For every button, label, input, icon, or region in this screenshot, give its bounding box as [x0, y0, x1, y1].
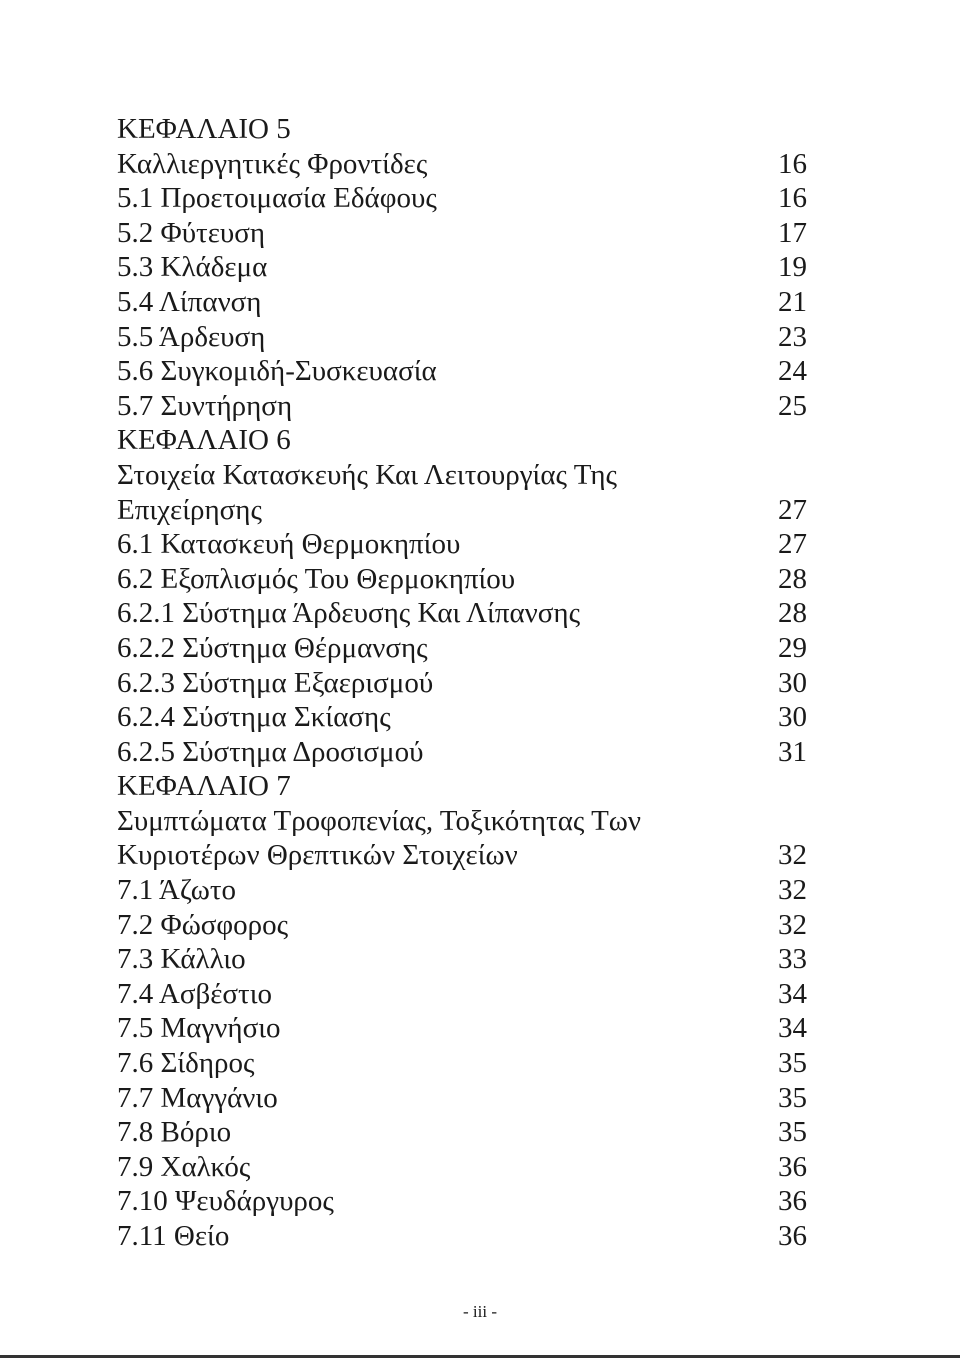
toc-entry-title: 6.2 Εξοπλισμός Του Θερμοκηπίου	[117, 562, 516, 595]
toc-row	[117, 216, 807, 251]
toc-row	[117, 666, 807, 701]
toc-entry-title: ΚΕΦΑΛΑΙΟ 6	[117, 424, 291, 457]
toc-row	[117, 769, 807, 804]
toc-entry-title: 5.5 Άρδευση	[117, 320, 266, 353]
toc-row	[117, 977, 807, 1012]
toc-entry-page: 36	[778, 1150, 807, 1183]
toc-row	[117, 631, 807, 666]
toc-entry-page: 16	[778, 147, 807, 180]
toc-row	[117, 354, 807, 389]
toc-entry-title: 6.2.5 Σύστημα Δροσισμού	[117, 735, 424, 768]
toc-entry-page: 27	[778, 528, 807, 561]
toc-entry-title: 7.1 Άζωτο	[117, 874, 237, 907]
toc-row	[117, 908, 807, 943]
toc-entry-title: 7.7 Μαγγάνιο	[117, 1081, 278, 1114]
toc-entry-page: 36	[778, 1220, 807, 1252]
page-number: - iii -	[463, 1302, 497, 1321]
toc-row	[117, 527, 807, 562]
toc-entry-page: 32	[778, 908, 807, 941]
toc-row	[117, 804, 807, 839]
toc-entry-page: 31	[778, 735, 807, 768]
toc-row	[117, 1184, 807, 1219]
toc-entry-page: 30	[778, 701, 807, 734]
toc-row	[117, 320, 807, 355]
toc-entry-page: 34	[778, 1012, 807, 1045]
toc-entry-title: Συμπτώματα Τροφοπενίας, Τοξικότητας Των	[117, 804, 642, 837]
toc-row	[117, 1150, 807, 1185]
toc-entry-title: 6.1 Κατασκευή Θερμοκηπίου	[117, 528, 461, 561]
toc-entry-title: 5.7 Συντήρηση	[117, 389, 293, 422]
toc-entry-page: 30	[778, 666, 807, 699]
toc-entry-title: 7.10 Ψευδάργυρος	[117, 1185, 334, 1218]
toc-entry-title: Καλλιεργητικές Φροντίδες	[117, 147, 428, 180]
toc-row	[117, 873, 807, 908]
toc-row	[117, 838, 807, 873]
toc-entry-title: Κυριοτέρων Θρεπτικών Στοιχείων	[117, 839, 518, 872]
toc-row	[117, 700, 807, 735]
toc-entry-page: 25	[778, 389, 807, 422]
toc-row	[117, 423, 807, 458]
toc-row	[117, 389, 807, 424]
toc-row	[117, 1011, 807, 1046]
toc-entry-title: 7.9 Χαλκός	[117, 1150, 251, 1183]
toc-entry-title: 5.3 Κλάδεμα	[117, 251, 268, 284]
toc-entry-title: 6.2.1 Σύστημα Άρδευσης Και Λίπανσης	[117, 597, 581, 630]
toc-row	[117, 250, 807, 285]
toc-entry-title: 5.2 Φύτευση	[117, 216, 266, 249]
toc-entry-page: 35	[778, 1081, 807, 1114]
toc-entry-title: Επιχείρησης	[117, 493, 262, 526]
toc-row	[117, 458, 807, 493]
toc-entry-page: 19	[778, 251, 807, 284]
toc-entry-page: 32	[778, 839, 807, 872]
toc-entry-page: 23	[778, 320, 807, 353]
toc-entry-page: 24	[778, 355, 807, 388]
toc-entry-title: 7.3 Κάλλιο	[117, 943, 246, 976]
toc-entry-page: 36	[778, 1185, 807, 1218]
toc-entry-page: 32	[778, 874, 807, 907]
toc-entry-title: 7.5 Μαγνήσιο	[117, 1012, 281, 1045]
toc-entry-title: 7.2 Φώσφορος	[117, 908, 289, 941]
toc-entry-page: 21	[778, 285, 807, 318]
toc-entry-page: 34	[778, 977, 807, 1010]
toc-row	[117, 1046, 807, 1081]
toc-row	[117, 112, 807, 147]
toc-row	[117, 735, 807, 770]
toc-entry-title: 5.4 Λίπανση	[117, 285, 262, 318]
toc-entry-title: ΚΕΦΑΛΑΙΟ 7	[117, 770, 291, 803]
toc-entry-title: 7.11 Θείο	[117, 1220, 230, 1252]
toc-row	[117, 1081, 807, 1116]
toc-entry-page: 29	[778, 631, 807, 664]
toc-entry-title: 6.2.2 Σύστημα Θέρμανσης	[117, 631, 428, 664]
table-of-contents	[117, 112, 807, 1254]
toc-entry-page: 35	[778, 1047, 807, 1080]
toc-row	[117, 147, 807, 182]
toc-row	[117, 181, 807, 216]
toc-entry-page: 35	[778, 1116, 807, 1149]
toc-entry-title: Στοιχεία Κατασκευής Και Λειτουργίας Της	[117, 458, 618, 491]
toc-row	[117, 942, 807, 977]
toc-entry-page: 16	[778, 182, 807, 215]
toc-row	[117, 493, 807, 528]
toc-entry-title: 6.2.3 Σύστημα Εξαερισμού	[117, 666, 434, 699]
toc-entry-title: 7.4 Ασβέστιο	[117, 977, 272, 1010]
toc-entry-title: 7.8 Βόριο	[117, 1116, 232, 1149]
toc-entry-title: 6.2.4 Σύστημα Σκίασης	[117, 701, 391, 734]
toc-entry-title: 5.1 Προετοιμασία Εδάφους	[117, 182, 437, 215]
toc-row	[117, 562, 807, 597]
toc-entry-title: 7.6 Σίδηρος	[117, 1047, 255, 1080]
toc-entry-page: 28	[778, 562, 807, 595]
toc-entry-title: ΚΕΦΑΛΑΙΟ 5	[117, 113, 291, 145]
toc-entry-page: 17	[778, 216, 807, 249]
toc-row	[117, 1115, 807, 1150]
toc-entry-page: 33	[778, 943, 807, 976]
toc-row	[117, 285, 807, 320]
toc-row	[117, 596, 807, 631]
toc-entry-page: 28	[778, 597, 807, 630]
toc-row	[117, 1219, 807, 1254]
toc-entry-page: 27	[778, 493, 807, 526]
toc-entry-title: 5.6 Συγκομιδή-Συσκευασία	[117, 355, 437, 388]
